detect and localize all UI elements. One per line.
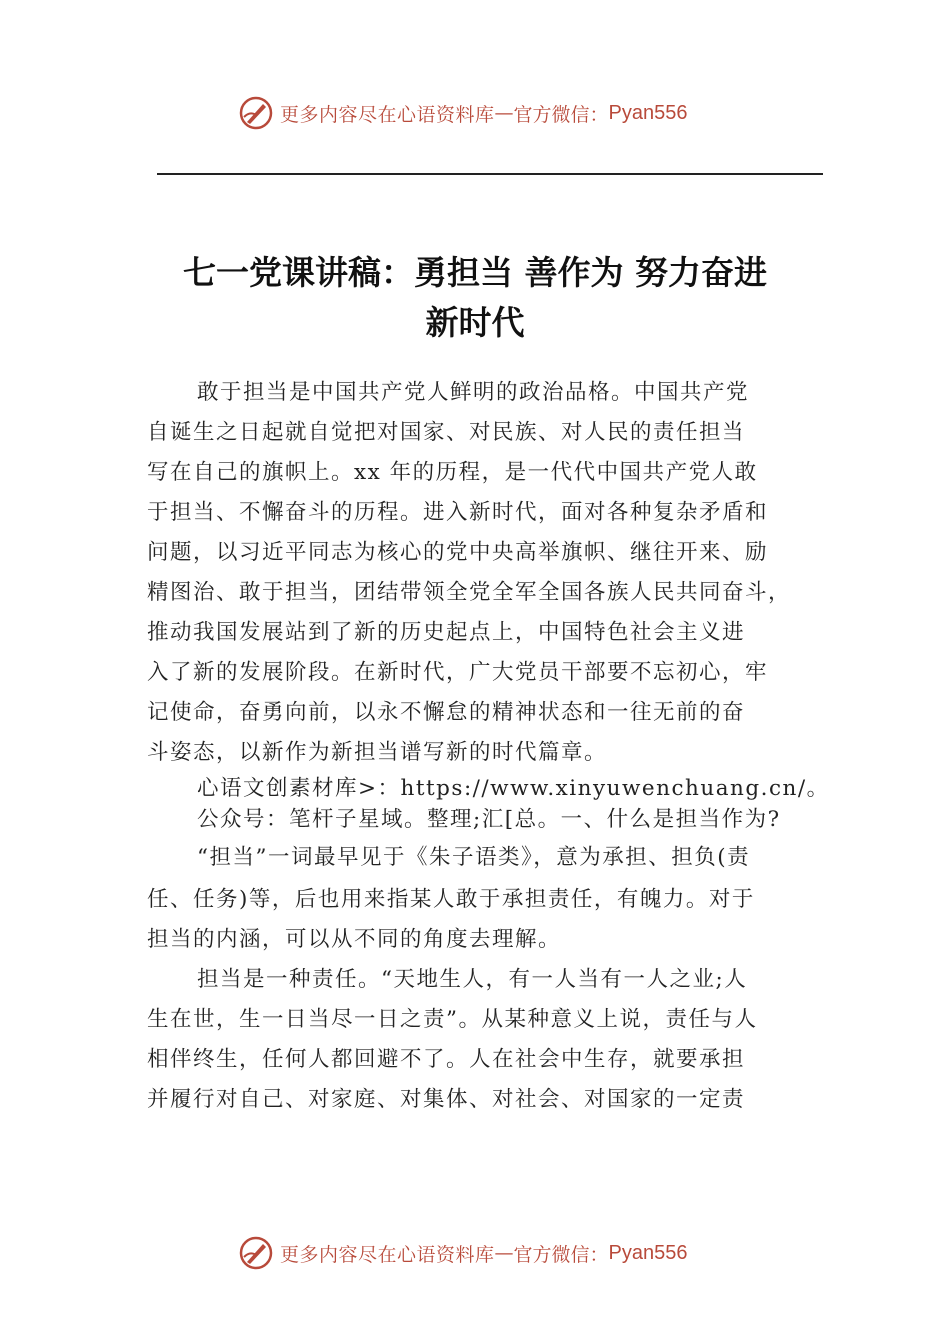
p1-line: 自诞生之日起就自觉把对国家、对民族、对人民的责任担当 — [147, 420, 746, 445]
banner-label: 官方微信： — [513, 1243, 609, 1266]
document-title — [140, 248, 810, 348]
p3-line: 并履行对自己、对家庭、对集体、对社会、对国家的一定责 — [147, 1087, 746, 1112]
banner-dash: — — [494, 102, 514, 124]
p1-line: 斗姿态，以新作为新担当谱写新的时代篇章。 — [147, 740, 608, 765]
footer-banner — [238, 1233, 688, 1273]
banner-text: 更多内容尽在心语资料库 — [280, 103, 495, 126]
source-line-1: 心语文创素材库>：https://www.xinyuwenchuang.cn/。 — [197, 776, 830, 801]
banner-dash: — — [494, 1242, 514, 1264]
p1-line: 问题，以习近平同志为核心的党中央高举旗帜、继往开来、励 — [147, 540, 769, 565]
title-line-2: 新时代 — [425, 303, 525, 342]
banner-label: 官方微信： — [513, 103, 609, 126]
p1-line: 于担当、不懈奋斗的历程。进入新时代，面对各种复杂矛盾和 — [147, 500, 769, 525]
banner-wechat-id: Pyan556 — [608, 1241, 688, 1264]
p1-line: 精图治、敢于担当，团结带领全党全军全国各族人民共同奋斗， — [147, 580, 792, 605]
p1-line: 写在自己的旗帜上。xx 年的历程，是一代代中国共产党人敢 — [147, 460, 758, 485]
p1-line: 敢于担当是中国共产党人鲜明的政治品格。中国共产党 — [197, 380, 750, 405]
p2-line: 任、任务)等，后也用来指某人敢于承担责任，有魄力。对于 — [147, 887, 755, 912]
pen-logo-icon — [238, 1235, 274, 1271]
p1-line: 记使命，奋勇向前，以永不懈怠的精神状态和一往无前的奋 — [147, 700, 746, 725]
banner-wechat-id: Pyan556 — [608, 101, 688, 124]
banner-text: 更多内容尽在心语资料库 — [280, 1243, 495, 1266]
title-line-1: 七一党课讲稿：勇担当 善作为 努力奋进 — [183, 253, 767, 292]
p2-line: 担当的内涵，可以从不同的角度去理解。 — [147, 927, 562, 952]
body-text — [147, 373, 847, 1120]
source-line-2: 公众号：笔杆子星域。整理;汇[总。一、什么是担当作为? — [197, 807, 781, 832]
pen-logo-icon — [238, 95, 274, 131]
p1-line: 推动我国发展站到了新的历史起点上，中国特色社会主义进 — [147, 620, 746, 645]
p3-line: 担当是一种责任。“天地生人，有一人当有一人之业;人 — [197, 967, 748, 992]
p3-line: 相伴终生，任何人都回避不了。人在社会中生存，就要承担 — [147, 1047, 746, 1072]
p1-line: 入了新的发展阶段。在新时代，广大党员干部要不忘初心，牢 — [147, 660, 769, 685]
header-banner — [238, 93, 688, 133]
p2-line: “担当”一词最早见于《朱子语类》，意为承担、担负(责 — [197, 845, 751, 870]
p3-line: 生在世，生一日当尽一日之责”。从某种意义上说，责任与人 — [147, 1007, 758, 1032]
header-rule — [157, 173, 823, 175]
